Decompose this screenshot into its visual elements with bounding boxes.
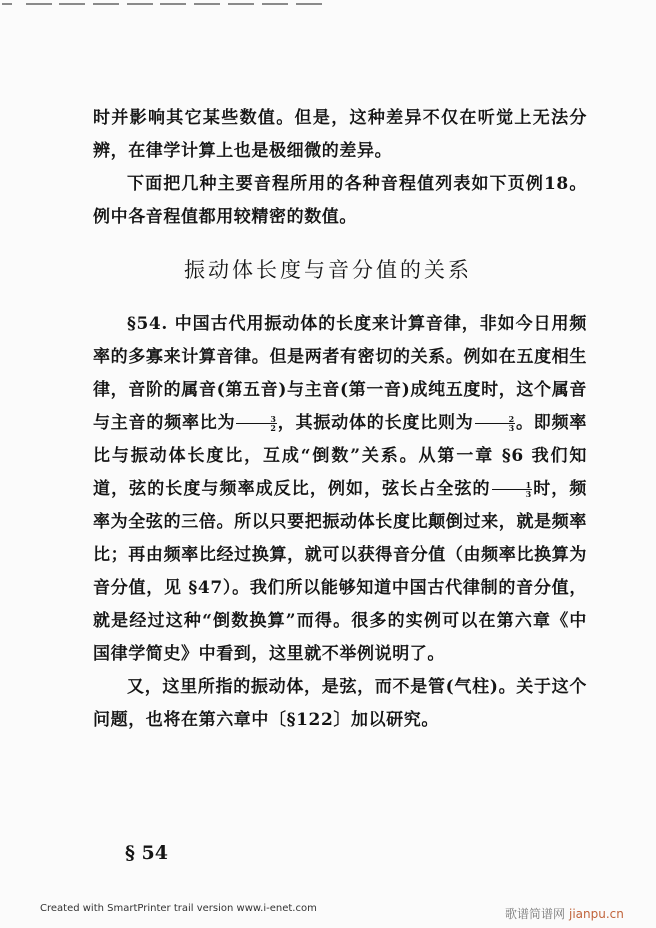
page-body-top	[93, 102, 587, 234]
note-paragraph: 又，这里所指的振动体，是弦，而不是管(气柱)。关于这个问题，也将在第六章中〔§122〕加以研究。	[93, 677, 587, 730]
fraction-3-2: $\frac{3}{2}$	[236, 415, 276, 432]
continuation-paragraph: 时并影响其它某些数值。但是，这种差异不仅在听觉上无法分辨，在律学计算上也是极细微的差异。	[93, 108, 587, 161]
section-54-paragraph	[93, 308, 587, 671]
site-watermark	[505, 905, 624, 922]
section-54-text-2: ，其振动体的长度比则为	[277, 413, 474, 433]
page-number: § 54	[125, 842, 168, 864]
section-54-text-4: 时，频率为全弦的三倍。所以只要把振动体长度比颠倒过来，就是频率比；再由频率比经过换算，就可以获得音分值（由频率比换算为音分值，见 §47）。我们所以能够知道中国古代律制的音分值，就是经过这种“倒数换算”而得。很多的实例可以在第六章《中国律学简史》中看到，这里就不举例说明了。	[93, 479, 587, 664]
watermark-url: jianpu.cn	[569, 907, 624, 921]
scan-edge-marks	[0, 0, 320, 8]
section-54-text-1: §54. 中国古代用振动体的长度来计算音律，非如今日用频率的多寡来计算音律。但是两者有密切的关系。例如在五度相生律，音阶的属音(第五音)与主音(第一音)成纯五度时，这个属音与主音的频率比为	[93, 314, 587, 433]
watermark-text: 歌谱简谱网	[505, 907, 566, 921]
section-54-text-3: 。即频率比与振动体长度比，互成“倒数”关系。从第一章 §6 我们知道，弦的长度与频率成反比，例如，弦长占全弦的	[93, 413, 587, 499]
section-heading: 振动体长度与音分值的关系	[184, 258, 472, 282]
fraction-2-3: $\frac{2}{3}$	[475, 415, 515, 432]
section-54-block	[93, 308, 587, 737]
fraction-1-3: $\frac{1}{3}$	[492, 481, 532, 498]
creator-footer: Created with SmartPrinter trail version www.i-enet.com	[40, 903, 317, 914]
table-intro-paragraph: 下面把几种主要音程所用的各种音程值列表如下页例18。例中各音程值都用较精密的数值。	[93, 174, 587, 227]
